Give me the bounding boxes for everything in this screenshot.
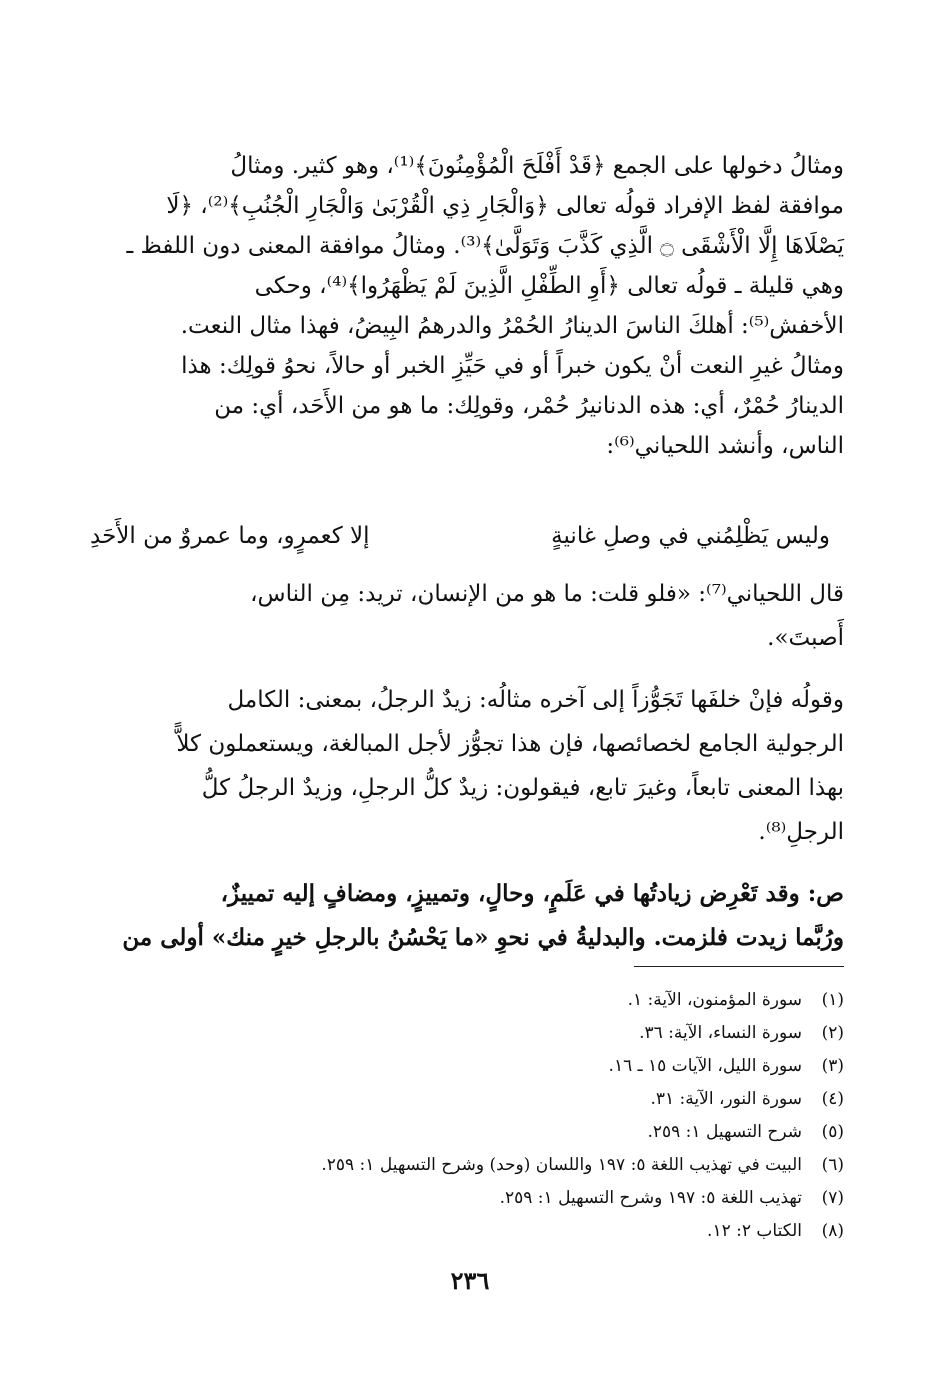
text-line: وقولُه فإنْ خلفَها تَجَوُّزاً إلى آخره مثالُه: زيدٌ الرجلُ، بمعنى: الكامل [227, 687, 844, 713]
footnote-text: سورة الليل، الآيات ١٥ ـ ١٦. [608, 1056, 802, 1076]
text-line: ص: وقد تَعْرِض زيادتُها في عَلَمٍ، وحالٍ، وتمييزٍ، ومضافٍ إليه تمييزٌ، [220, 880, 844, 907]
text-line: ومثالُ غيرِ النعت أنْ يكون خبراً أو في حَيِّزِ الخبر أو حالاً، نحوُ قولِك: هذا [181, 353, 844, 379]
poetry-verse [90, 516, 830, 556]
text-line: الدينارُ حُمْرٌ، أي: هذه الدنانيرُ حُمْر، وقولِك: ما هو من الأَحَد، أي: من [214, 393, 844, 419]
verse-second-hemistich: إلا كعمرٍو، وما عمروٌ من الأَحَدِ [90, 523, 370, 549]
footnote-number: (٦) [821, 1155, 844, 1175]
text-line: الرجولية الجامع لخصائصها، فإن هذا تجوُّز لأجل المبالغة، ويستعملون كلاًّ [176, 731, 844, 757]
footnote-number: (٣) [821, 1056, 844, 1076]
footnote-number: (٨) [821, 1221, 844, 1241]
footnote [124, 1116, 844, 1149]
text-line: ورُبَّما زيدت فلزمت. والبدليةُ في نحوِ «ما يَحْسُنُ بالرجلِ خيرٍ منك» أولى من [122, 924, 844, 951]
text-line: أَصبتَ». [767, 625, 844, 651]
text-line: بهذا المعنى تابعاً، وغيرَ تابع، فيقولون: زيدٌ كلُّ الرجلِ، وزيدٌ الرجلُ كلُّ [201, 775, 844, 801]
footnote [124, 1083, 844, 1116]
text-line: الرجلِ⁽⁸⁾. [758, 819, 844, 845]
footnote-text: شرح التسهيل ١: ٢٥٩. [647, 1122, 802, 1142]
paragraph [98, 572, 844, 660]
footnote [124, 1050, 844, 1083]
footnote [124, 1215, 844, 1248]
footnote-text: سورة النور، الآية: ٣١. [650, 1089, 802, 1109]
footnote-number: (٧) [821, 1188, 844, 1208]
main-text-bottom [98, 572, 844, 960]
footnote-text: تهذيب اللغة ٥: ١٩٧ وشرح التسهيل ١: ٢٥٩. [499, 1188, 802, 1208]
footnotes-list [124, 984, 844, 1248]
footnote [124, 1182, 844, 1215]
text-paragraph-bold [98, 872, 844, 960]
text-line: موافقة لفظ الإفراد قولُه تعالى ﴿وَالْجَارِ ذِي الْقُرْبَىٰ وَالْجَارِ الْجُنُبِ﴾⁽²⁾، ﴿لَا [166, 193, 844, 219]
footnote-number: (٢) [821, 1023, 844, 1043]
paragraph [98, 146, 844, 466]
main-text-top [98, 146, 844, 466]
verse-first-hemistich: وليس يَظْلِمُني في وصلِ غانيةٍ [551, 523, 830, 549]
text-line: ومثالُ دخولها على الجمع ﴿قَدْ أَفْلَحَ الْمُؤْمِنُونَ﴾⁽¹⁾، وهو كثير. ومثالُ [230, 153, 844, 179]
footnote-divider [634, 966, 844, 967]
footnote-text: سورة المؤمنون، الآية: ١. [627, 990, 802, 1010]
footnote-number: (٥) [821, 1122, 844, 1142]
footnote-number: (٤) [821, 1089, 844, 1109]
text-line: وهي قليلة ـ قولُه تعالى ﴿أَوِ الطِّفْلِ الَّذِينَ لَمْ يَظْهَرُوا﴾⁽⁴⁾، وحكى [254, 273, 844, 299]
footnote [124, 1017, 844, 1050]
page-number: ٢٣٦ [450, 1266, 490, 1295]
footnote-number: (١) [821, 990, 844, 1010]
footnote [124, 1149, 844, 1182]
text-line: قال اللحياني⁽⁷⁾: «فلو قلت: ما هو من الإنسان، تريد: مِن الناس، [250, 581, 844, 607]
text-line: يَصْلَاهَا إِلَّا الْأَشْقَى ۝ الَّذِي كَذَّبَ وَتَوَلَّىٰ﴾⁽³⁾. ومثالُ موافقة المعنى دون اللفظ ـ [126, 233, 844, 259]
paragraph [98, 678, 844, 854]
footnote-text: الكتاب ٢: ١٢. [707, 1221, 802, 1241]
text-line: الناس، وأنشد اللحياني⁽⁶⁾: [606, 433, 844, 459]
footnote-text: سورة النساء، الآية: ٣٦. [639, 1023, 802, 1043]
footnote-text: البيت في تهذيب اللغة ٥: ١٩٧ واللسان (وحد) وشرح التسهيل ١: ٢٥٩. [321, 1155, 802, 1175]
text-line: الأخفش⁽⁵⁾: أهلكَ الناسَ الدينارُ الحُمْرُ والدرهمُ البِيضُ، فهذا مثال النعت. [180, 313, 844, 339]
footnote [124, 984, 844, 1017]
